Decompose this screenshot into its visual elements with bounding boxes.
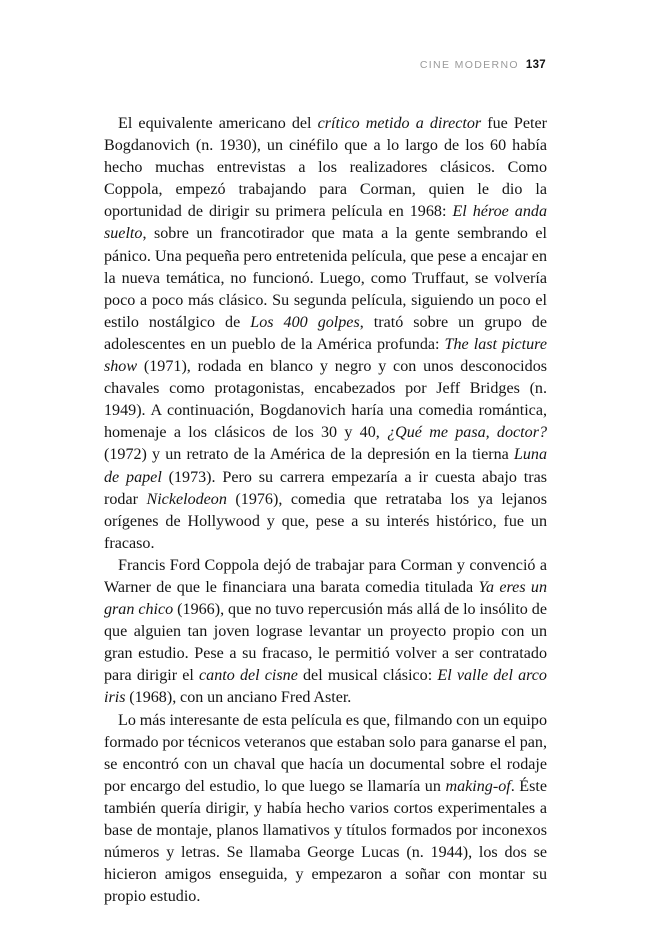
running-head-section-title: CINE MODERNO (419, 59, 519, 71)
page-number: 137 (525, 59, 546, 71)
paragraph-lucas: Lo más interesante de esta película es que, filmando con un equipo formado por técnicos veteranos que estaban solo para ganarse el pan, se encontró con un chaval que hacía un documental sobre el rodaje por encargo del estudio, lo que luego se llamaría un making-of. Éste también quería dirigir, y había hecho varios cortos experimentales a base de montaje, planos llamativos y títulos formados por inconexos números y letras. Se llamaba George Lucas (n. 1944), los dos se hicieron amigos enseguida, y empezaron a soñar con montar su propio estudio. (104, 711, 547, 906)
text-column (104, 113, 547, 908)
paragraph-bogdanovich: El equivalente americano del crítico metido a director fue Peter Bogdanovich (n. 1930), un cinéfilo que a lo largo de los 60 había hecho muchas entrevistas a los realizadores clásicos. Como Coppola, empezó trabajando para Corman, quien le dio la oportunidad de dirigir su primera película en 1968: El héroe anda suelto, sobre un francotirador que mata a la gente sembrando el pánico. Una pequeña pero entretenida película, que pese a encajar en la nueva temática, no funcionó. Luego, como Truffaut, se volvería poco a poco más clásico. Su segunda película, siguiendo un poco el estilo nostálgico de Los 400 golpes, trató sobre un grupo de adolescentes en un pueblo de la América profunda: The last picture show (1971), rodada en blanco y negro y con unos desconocidos chavales como protagonistas, encabezados por Jeff Bridges (n. 1949). A continuación, Bogdanovich haría una comedia romántica, homenaje a los clásicos de los 30 y 40, ¿Qué me pasa, doctor? (1972) y un retrato de la América de la depresión en la tierna Luna de papel (1973). Pero su carrera empezaría a ir cuesta abajo tras rodar Nickelodeon (1976), comedia que retrataba los ya lejanos orígenes de Hollywood y que, pese a su interés histórico, fue un fracaso. (104, 115, 548, 552)
running-head (104, 58, 546, 72)
paragraph-coppola: Francis Ford Coppola dejó de trabajar para Corman y convenció a Warner de que le financiara una barata comedia titulada Ya eres un gran chico (1966), que no tuvo repercusión más allá de lo insólito de que alguien tan joven lograse levantar un proyecto propio con un gran estudio. Pese a su fracaso, le permitió volver a ser contratado para dirigir el canto del cisne del musical clásico: El valle del arco iris (1968), con un anciano Fred Aster. (104, 556, 547, 707)
